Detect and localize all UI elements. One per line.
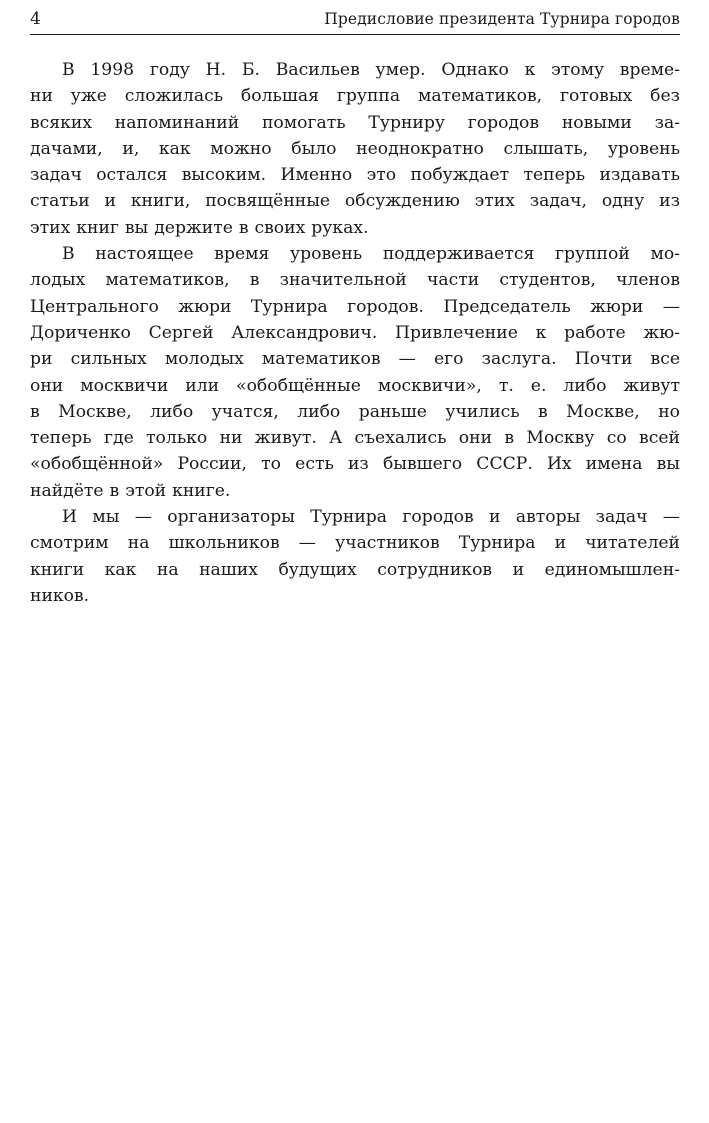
text-line: Центрального жюри Турнира городов. Председатель жюри —	[30, 296, 680, 317]
text-line: В настоящее время уровень поддерживается группой мо-	[62, 244, 680, 265]
paragraph-3	[30, 504, 680, 609]
running-title: Предисловие президента Турнира городов	[324, 10, 680, 28]
book-page	[30, 0, 680, 609]
text-line: И мы — организаторы Турнира городов и авторы задач —	[62, 507, 680, 528]
text-line: ни уже сложилась большая группа математиков, готовых без	[30, 86, 680, 107]
text-line: всяких напоминаний помогать Турниру городов новыми за-	[30, 112, 680, 133]
text-line: смотрим на школьников — участников Турнира и читателей	[30, 533, 680, 554]
text-line: ников.	[30, 585, 90, 606]
text-line: теперь где только ни живут. А съехались они в Москву со всей	[30, 428, 680, 449]
text-line: дачами, и, как можно было неоднократно слышать, уровень	[30, 138, 680, 159]
text-line: «обобщённой» России, то есть из бывшего СССР. Их имена вы	[30, 454, 680, 475]
text-line: они москвичи или «обобщённые москвичи», т. е. либо живут	[30, 375, 680, 396]
running-head	[30, 0, 680, 35]
text-line: книги как на наших будущих сотрудников и единомышлен-	[30, 559, 680, 580]
text-line: ри сильных молодых математиков — его заслуга. Почти все	[30, 349, 680, 370]
text-line: этих книг вы держите в своих руках.	[30, 217, 369, 238]
body-text	[30, 57, 680, 609]
paragraph-1	[30, 57, 680, 241]
text-line: задач остался высоким. Именно это побуждает теперь издавать	[30, 165, 680, 186]
text-line: В 1998 году Н. Б. Васильев умер. Однако к этому време-	[62, 60, 680, 80]
text-line: Дориченко Сергей Александрович. Привлечение к работе жю-	[30, 322, 680, 343]
paragraph-2	[30, 241, 680, 504]
text-line: в Москве, либо учатся, либо раньше учились в Москве, но	[30, 401, 680, 422]
text-line: статьи и книги, посвящённые обсуждению этих задач, одну из	[30, 191, 680, 212]
text-line: лодых математиков, в значительной части студентов, членов	[30, 270, 680, 291]
text-line: найдёте в этой книге.	[30, 480, 231, 501]
page-number: 4	[30, 9, 41, 29]
